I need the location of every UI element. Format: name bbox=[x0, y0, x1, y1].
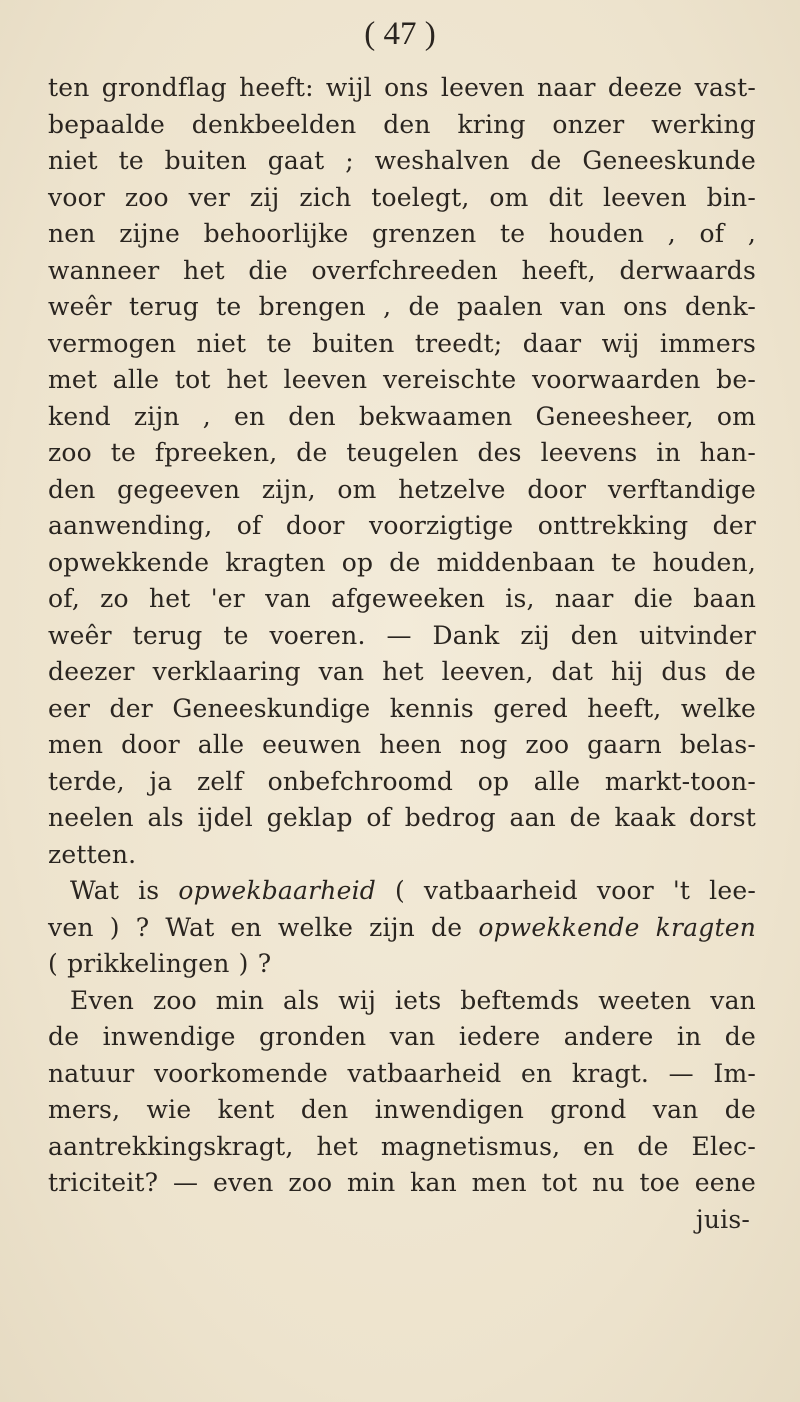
text-line: zoo te fpreeken, de teugelen des leevens in han- bbox=[48, 438, 756, 467]
text-line: niet te buiten gaat ; weshalven de Geneeskunde bbox=[48, 146, 756, 175]
text-line: met alle tot het leeven vereischte voorwaarden be- bbox=[48, 365, 756, 394]
text-line: nen zijne behoorlijke grenzen te houden , of , bbox=[48, 219, 756, 248]
text-line: bepaalde denkbeelden den kring onzer werking bbox=[48, 109, 756, 139]
text-line: neelen als ijdel geklap of bedrog aan de kaak dorst bbox=[48, 803, 756, 832]
text-line: deezer verklaaring van het leeven, dat hij dus de bbox=[48, 657, 756, 686]
text-line: weêr terug te brengen , de paalen van ons denk- bbox=[48, 292, 756, 321]
text-line: voor zoo ver zij zich toelegt, om dit leeven bin- bbox=[48, 182, 756, 212]
text-line: triciteit? — even zoo min kan men tot nu toe eene bbox=[48, 1168, 756, 1197]
question-text: ( vatbaarheid voor 't lee- bbox=[375, 876, 757, 905]
question-line bbox=[48, 873, 756, 910]
text-line: aantrekkingskragt, het magnetismus, en de Elec- bbox=[48, 1131, 756, 1161]
text-line: opwekkende kragten op de middenbaan te houden, bbox=[48, 547, 756, 577]
text-line: de inwendige gronden van iedere andere in de bbox=[48, 1022, 756, 1051]
body-text bbox=[48, 70, 756, 1238]
text-line: natuur voorkomende vatbaarheid en kragt. — Im- bbox=[48, 1058, 756, 1088]
question-term: opwekbaarheid bbox=[178, 876, 376, 905]
text-line: vermogen niet te buiten treedt; daar wij immers bbox=[48, 328, 756, 358]
text-line: weêr terug te voeren. — Dank zij den uitvinder bbox=[48, 620, 756, 650]
text-line: ten grondflag heeft: wijl ons leeven naar deeze vast- bbox=[48, 73, 756, 102]
question-term: opwekkende kragten bbox=[478, 912, 756, 942]
text-line: zetten. bbox=[48, 839, 137, 869]
text-line: kend zijn , en den bekwaamen Geneesheer, om bbox=[48, 401, 756, 431]
text-line: terde, ja zelf onbefchroomd op alle markt-toon- bbox=[48, 766, 756, 796]
text-line: mers, wie kent den inwendigen grond van de bbox=[48, 1095, 756, 1124]
page-number: ( 47 ) bbox=[364, 16, 436, 52]
question-line: ( prikkelingen ) ? bbox=[48, 949, 272, 978]
text-line: den gegeeven zijn, om hetzelve door verftandige bbox=[48, 474, 756, 504]
text-line: wanneer het die overfchreeden heeft, derwaards bbox=[48, 255, 756, 285]
text-line: Even zoo min als wij iets beftemds weeten van bbox=[70, 985, 756, 1015]
text-line: eer der Geneeskundige kennis gered heeft, welke bbox=[48, 693, 756, 723]
text-line: men door alle eeuwen heen nog zoo gaarn belas- bbox=[48, 730, 756, 759]
text-line: aanwending, of door voorzigtige onttrekking der bbox=[48, 511, 756, 540]
question-text: ven ) ? Wat en welke zijn de bbox=[48, 912, 479, 942]
catchword: juis- bbox=[695, 1204, 750, 1234]
question-text: Wat is bbox=[70, 876, 179, 905]
text-line: of, zo het 'er van afgeweeken is, naar die baan bbox=[48, 584, 756, 613]
question-line bbox=[48, 910, 756, 947]
